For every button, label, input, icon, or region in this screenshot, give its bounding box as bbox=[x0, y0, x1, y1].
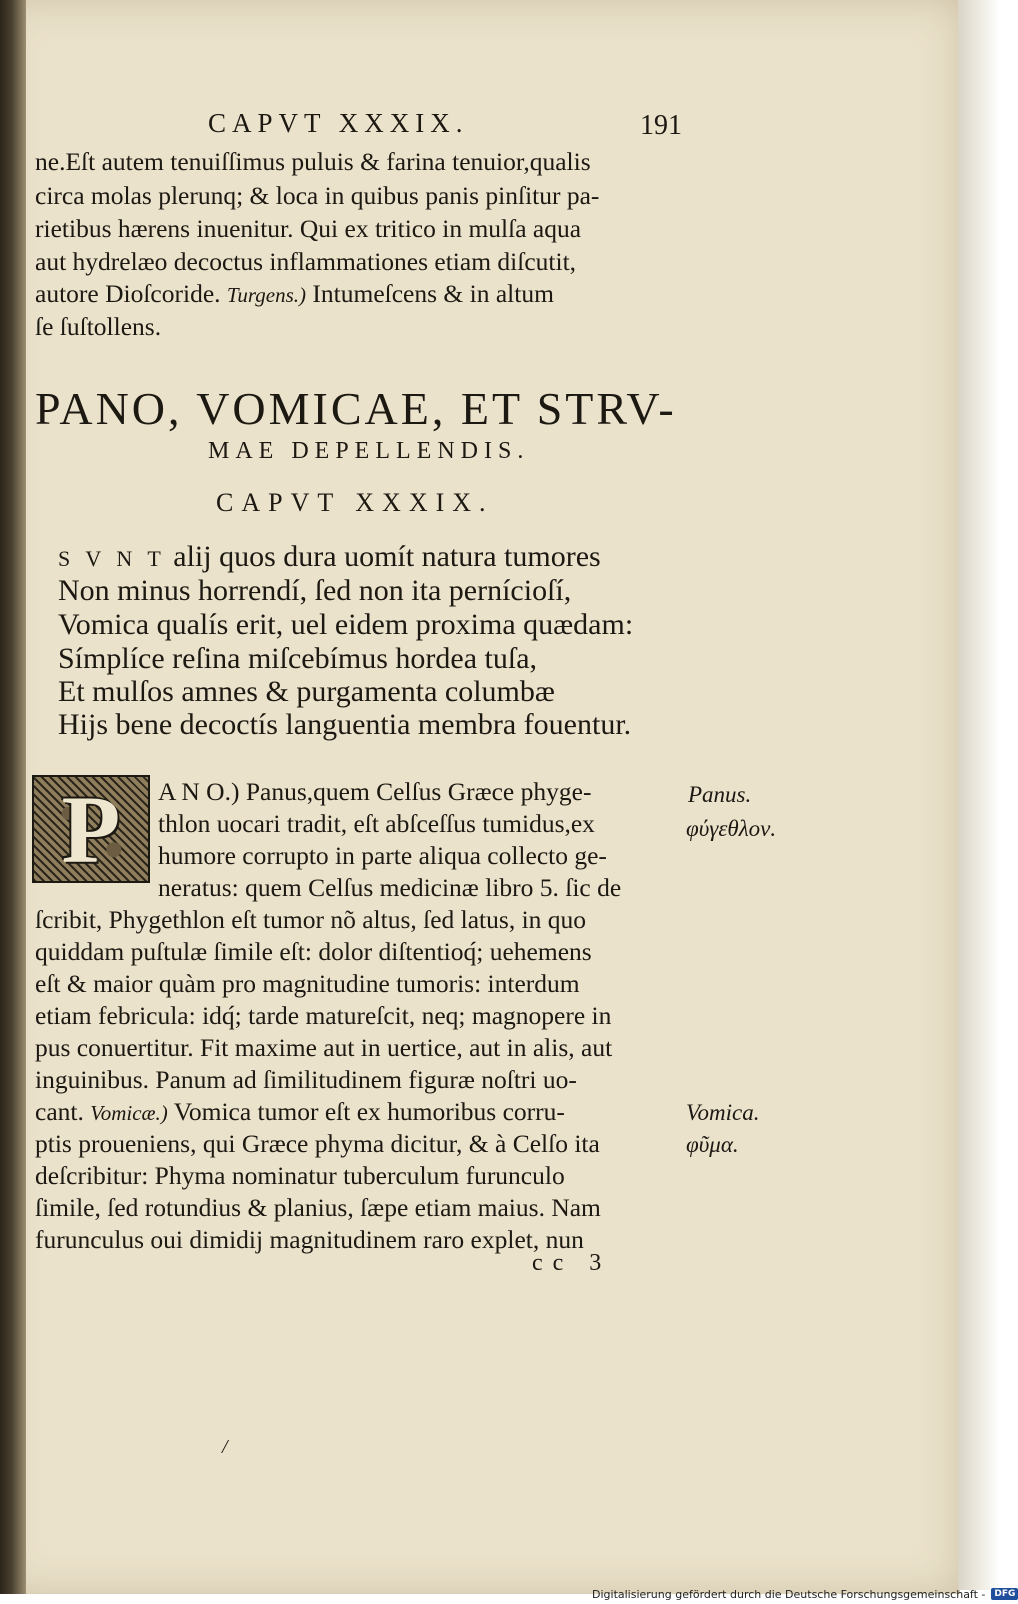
commentary-line: ſcribit, Phygethlon eſt tumor nõ altus, ſed latus, in quo bbox=[35, 905, 587, 934]
verse-line: Et mulſos amnes & purgamenta columbæ bbox=[58, 675, 555, 708]
dfg-logo: DFG bbox=[991, 1588, 1018, 1600]
commentary-line: etiam febricula: idq́; tarde matureſcit, neq; magnopere in bbox=[35, 1001, 612, 1030]
prose-line: ne.Eſt autem tenuiſſimus puluis & farina tenuior,qualis bbox=[35, 147, 591, 176]
digitization-footer bbox=[592, 1584, 1016, 1604]
prose-text: Intumeſcens & in altum bbox=[312, 279, 554, 308]
verse-line: Vomica qualís erit, uel eidem proxima quædam: bbox=[58, 608, 634, 641]
marginal-note: φῦμα. bbox=[686, 1132, 739, 1157]
verse-text: alij quos dura uomít natura tumores bbox=[173, 540, 601, 573]
commentary-line: neratus: quem Celſus medicinæ libro 5. ſic de bbox=[158, 873, 622, 902]
commentary-line bbox=[35, 1096, 565, 1129]
commentary-line: A N O.) Panus,quem Celſus Græce phyge- bbox=[158, 777, 592, 806]
commentary-line: inguinibus. Panum ad ſimilitudinem figuræ noſtri uo- bbox=[35, 1065, 577, 1094]
commentary-line: pus conuertitur. Fit maxime aut in uertice, aut in alis, aut bbox=[35, 1033, 613, 1062]
commentary-line: furunculus oui dimidij magnitudinem raro explet, nun bbox=[35, 1225, 584, 1254]
prose-line bbox=[35, 278, 554, 311]
prose-text: Vomica tumor eſt ex humoribus corru- bbox=[173, 1097, 565, 1126]
verse-line: Non minus horrendí, ſed non ita pernícioſí, bbox=[58, 574, 572, 607]
verse-line: Símplíce reſina miſcebímus hordea tuſa, bbox=[58, 642, 538, 675]
prose-line: aut hydrelæo decoctus inflammationes etiam diſcutit, bbox=[35, 247, 577, 276]
verse-lead-word: S V N T bbox=[58, 546, 166, 571]
footer-text: Digitalisierung gefördert durch die Deutsche Forschungsgemeinschaft - bbox=[592, 1587, 986, 1601]
marginal-note: Vomica. bbox=[686, 1100, 760, 1125]
verse-line: Hijs bene decoctís languentia membra fouentur. bbox=[58, 708, 632, 741]
lemma: Vomicæ.) bbox=[90, 1101, 168, 1125]
verse-line bbox=[58, 540, 601, 576]
commentary-line: thlon uocari tradit, eſt abſceſſus tumidus,ex bbox=[158, 809, 595, 838]
chapter-heading: CAPVT XXXIX. bbox=[216, 488, 494, 517]
commentary-line: quiddam puſtulæ ſimile eſt: dolor diſtentioq́; uehemens bbox=[35, 937, 592, 966]
running-head: CAPVT XXXIX. bbox=[208, 108, 469, 138]
signature-mark: cc 3 bbox=[532, 1250, 612, 1276]
prose-line: rietibus hærens inuenitur. Qui ex tritico in mulſa aqua bbox=[35, 214, 582, 243]
book-gutter bbox=[0, 0, 26, 1594]
lemma: Turgens.) bbox=[226, 283, 307, 307]
commentary-line: ptis proueniens, qui Græce phyma dicitur, & à Celſo ita bbox=[35, 1129, 600, 1158]
commentary-line: ſimile, ſed rotundius & planius, ſæpe etiam maius. Nam bbox=[35, 1193, 601, 1222]
chapter-title: PANO, VOMICAE, ET STRV- bbox=[35, 383, 677, 434]
decorated-initial bbox=[32, 775, 150, 883]
prose-text: autore Dioſcoride. bbox=[35, 279, 221, 308]
page-edge bbox=[958, 0, 1000, 1590]
prose-text: cant. bbox=[35, 1097, 84, 1126]
page-number: 191 bbox=[640, 110, 682, 141]
commentary-line: humore corrupto in parte aliqua collecto ge- bbox=[158, 841, 607, 870]
marginal-note: φύγεθλον. bbox=[686, 816, 777, 841]
marginal-note: Panus. bbox=[688, 782, 752, 807]
prose-line: circa molas plerunq; & loca in quibus panis pinſitur pa- bbox=[35, 181, 600, 210]
chapter-title-continued: MAE DEPELLENDIS. bbox=[208, 438, 530, 464]
commentary-line: eſt & maior quàm pro magnitudine tumoris: interdum bbox=[35, 969, 580, 998]
commentary-line: deſcribitur: Phyma nominatur tuberculum furunculo bbox=[35, 1161, 565, 1190]
stray-ink-mark: / bbox=[222, 1436, 228, 1458]
initial-letter: P bbox=[61, 775, 121, 883]
prose-line: ſe ſuſtollens. bbox=[35, 312, 162, 341]
